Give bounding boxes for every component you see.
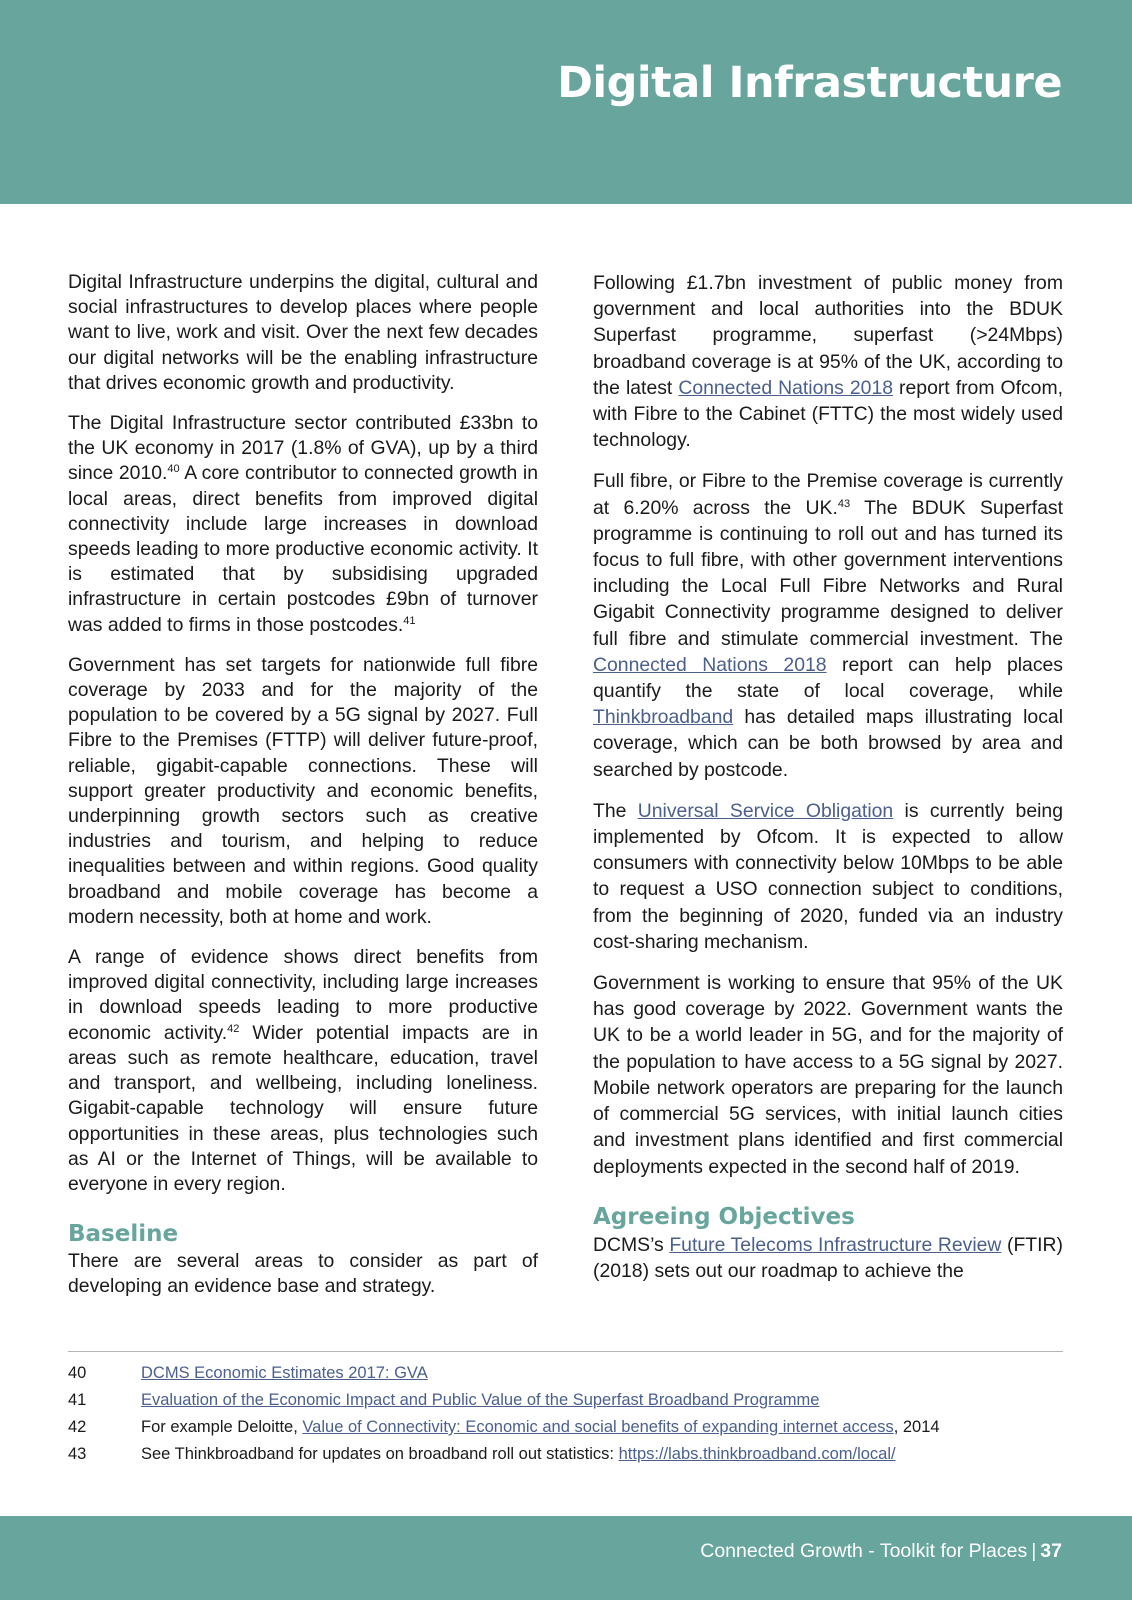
right-column	[593, 270, 1063, 1299]
paragraph: A range of evidence shows direct benefits from improved digital connectivity, including large increases in download speeds leading to more productive economic activity.$^{42}$ Wider potential impacts are in areas such as remote healthcare, education, travel and transport, and wellbeing, including loneliness. Gigabit-capable technology will ensure future opportunities in these areas, plus technologies such as AI or the Internet of Things, will be available to everyone in every region.	[68, 946, 538, 1195]
footer-banner	[0, 1516, 1132, 1600]
paragraph: The Digital Infrastructure sector contributed £33bn to the UK economy in 2017 (1.8% of GVA), up by a third since 2010.40 A core contributor to connected growth in local areas, direct benefits from improved digital connectivity include large increases in download speeds leading to more productive economic activity. It is estimated that by subsidising upgraded infrastructure in certain postcodes £9bn of turnover was added to firms in those postcodes.$^{41}$	[68, 412, 538, 636]
footer-separator: |	[1031, 1540, 1037, 1562]
paragraph: The Universal Service Obligation is currently being implemented by Ofcom. It is expected to allow consumers with connectivity below 10Mbps to be able to request a USO connection subject to conditions, from the beginning of 2020, funded via an industry cost-sharing mechanism.	[593, 799, 1063, 953]
paragraph: DCMS’s Future Telecoms Infrastructure Review (FTIR) (2018) sets out our roadmap to achieve the	[593, 1233, 1064, 1282]
footnotes	[68, 1360, 1068, 1468]
paragraph: Government is working to ensure that 95% of the UK has good coverage by 2022. Government wants the UK to be a world leader in 5G, and for the majority of the population to have access to a 5G signal by 2027. Mobile network operators are preparing for the launch of commercial 5G services, with initial launch cities and investment plans identified and first commercial deployments expected in the second half of 2019.	[593, 972, 1063, 1178]
left-column	[68, 270, 538, 1315]
footnote-number: 43	[68, 1445, 87, 1463]
page-number: 37	[1040, 1540, 1062, 1562]
footnote-link[interactable]: Value of Connectivity: Economic and social benefits of expanding internet access	[302, 1418, 894, 1436]
paragraph: There are several areas to consider as part of developing an evidence base and strategy.	[68, 1250, 538, 1298]
paragraph: Digital Infrastructure underpins the digital, cultural and social infrastructures to develop places where people want to live, work and visit. Over the next few decades our digital networks will be the enabling infrastructure that drives economic growth and productivity.	[68, 271, 538, 394]
footnote-link[interactable]: Evaluation of the Economic Impact and Public Value of the Superfast Broadband Programme	[141, 1391, 820, 1409]
paragraph: Government has set targets for nationwide full fibre coverage by 2033 and for the majority of the population to be covered by a 5G signal by 2027. Full Fibre to the Premises (FTTP) will deliver future-proof, reliable, gigabit-capable connections. These will support greater productivity and economic benefits, underpinning growth sectors such as creative industries and tourism, and helping to reduce inequalities between and within regions. Good quality broadband and mobile coverage has become a modern necessity, both at home and work.	[68, 653, 538, 928]
section-heading-agreeing-objectives: Agreeing Objectives	[593, 1203, 855, 1230]
footnote-divider	[68, 1351, 1063, 1352]
footnote-number: 41	[68, 1391, 87, 1409]
footnote-link[interactable]: https://labs.thinkbroadband.com/local/	[618, 1445, 896, 1463]
section-heading-baseline: Baseline	[68, 1221, 179, 1248]
footnote-item	[68, 1360, 1068, 1387]
footnote-ref[interactable]: 41	[403, 614, 416, 627]
footnote-number: 40	[68, 1364, 87, 1382]
footnote-item: 42 For example Deloitte, Value of Connectivity: Economic and social benefits of expanding internet access, 2014	[68, 1414, 1068, 1441]
universal-service-obligation-link[interactable]: Universal Service Obligation	[637, 799, 894, 822]
footnote-ref[interactable]: 42	[227, 1022, 240, 1035]
footer-title: Connected Growth - Toolkit for Places	[700, 1540, 1028, 1562]
connected-nations-link[interactable]: Connected Nations 2018	[593, 653, 827, 676]
connected-nations-link[interactable]: Connected Nations 2018	[678, 376, 894, 399]
footnote-item: 43 See Thinkbroadband for updates on broadband roll out statistics: https://labs.thinkbroadband.com/local/	[68, 1441, 1068, 1468]
footnote-item	[68, 1387, 1068, 1414]
footnote-ref[interactable]: 43	[837, 497, 851, 510]
ftir-link[interactable]: Future Telecoms Infrastructure Review	[669, 1233, 1002, 1256]
paragraph: Full fibre, or Fibre to the Premise coverage is currently at 6.20% across the UK.$^{43}$ The BDUK Superfast programme is continuing to roll out and has turned its focus to full fibre, with other government interventions including the Local Full Fibre Networks and Rural Gigabit Connectivity programme designed to deliver full fibre and stimulate commercial investment. The Connected Nations 2018 report can help places quantify the state of local coverage, while Thinkbroadband has detailed maps illustrating local coverage, which can be both browsed by area and searched by postcode.	[593, 470, 1063, 781]
footnote-number: 42	[68, 1418, 87, 1436]
page-title: Digital Infrastructure	[557, 58, 1062, 108]
thinkbroadband-link[interactable]: Thinkbroadband	[593, 706, 734, 729]
header-banner	[0, 0, 1132, 204]
footer-text	[700, 1540, 1062, 1563]
paragraph: Following £1.7bn investment of public money from government and local authorities into the BDUK Superfast programme, superfast (>24Mbps) broadband coverage is at 95% of the UK, according to the latest Connected Nations 2018 report from Ofcom, with Fibre to the Cabinet (FTTC) the most widely used technology.	[593, 272, 1063, 452]
footnote-link[interactable]: DCMS Economic Estimates 2017: GVA	[141, 1364, 428, 1382]
footnote-ref[interactable]: 40	[167, 463, 180, 476]
